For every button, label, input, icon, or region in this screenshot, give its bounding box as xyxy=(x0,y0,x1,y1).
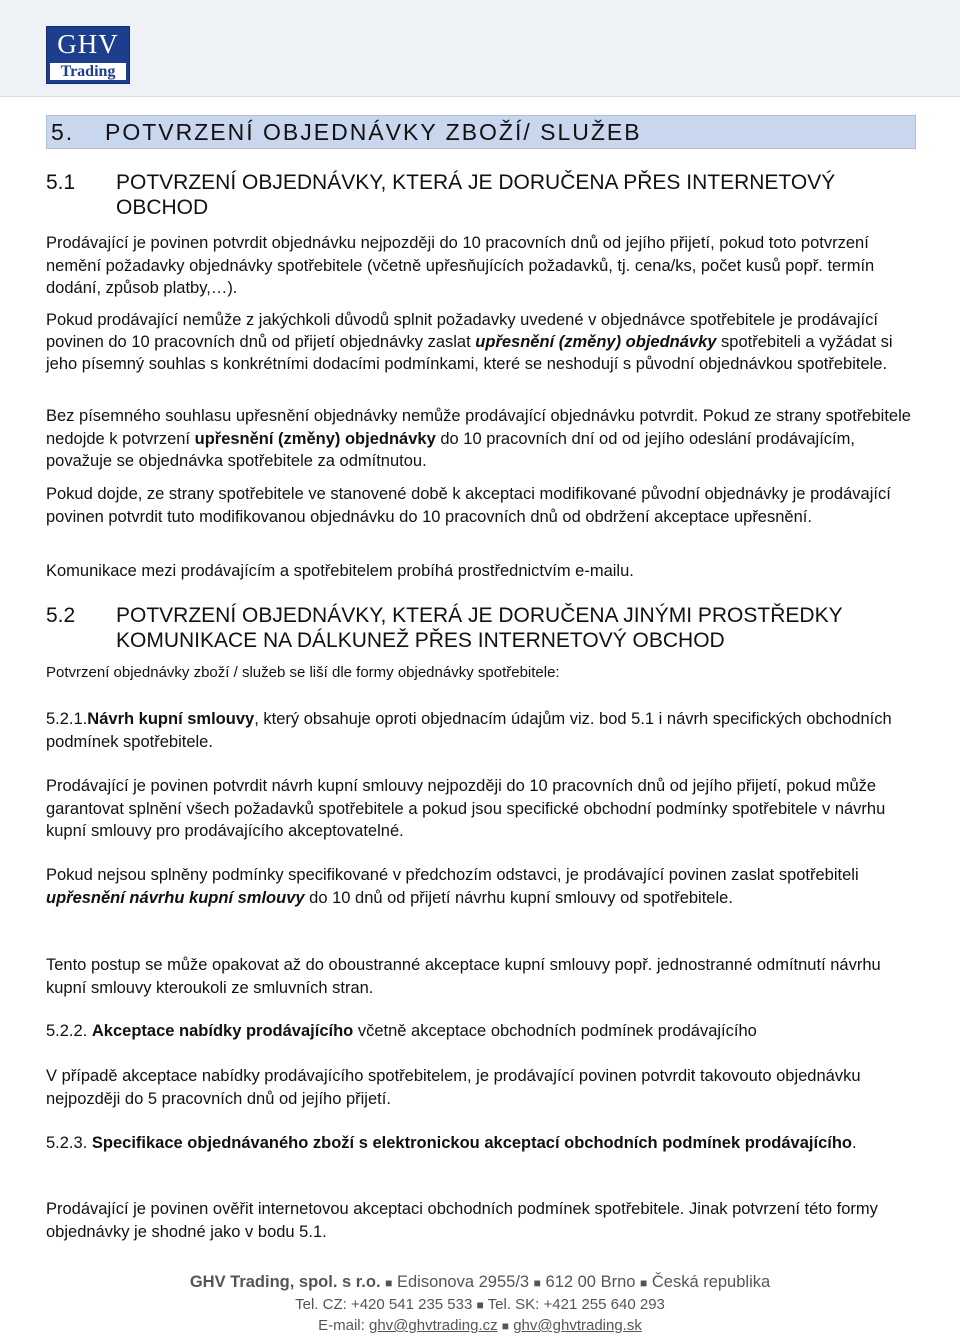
footer-separator: ■ xyxy=(501,1319,510,1333)
subsection-5-2-1 xyxy=(46,708,916,753)
footer-country: Česká republika xyxy=(651,1273,771,1291)
subsection-number: 5.2.3. xyxy=(46,1134,88,1152)
footer-email-sk-link[interactable]: ghv@ghvtrading.sk xyxy=(513,1317,642,1334)
subsection-5-2-3 xyxy=(46,1132,916,1155)
paragraph-form-intro: Potvrzení objednávky zboží / služeb se liší dle formy objednávky spotřebitele: xyxy=(46,664,560,681)
page-header xyxy=(0,0,960,97)
footer-company-line xyxy=(0,1273,960,1292)
paragraph-electronic-acceptance: Prodávající je povinen ověřit internetovou akceptaci obchodních podmínek spotřebitele. Jinak potvrzení této formy objednávky je shodné jako v bodu 5.1. xyxy=(46,1200,878,1241)
footer-separator: ■ xyxy=(385,1276,393,1290)
subsection-5-2-2 xyxy=(46,1020,916,1043)
subsection-title: Návrh kupní smlouvy xyxy=(87,710,255,728)
paragraph-email-communication: Komunikace mezi prodávajícím a spotřebitelem probíhá prostřednictvím e-mailu. xyxy=(46,562,634,580)
footer-address: Edisonova 2955/3 xyxy=(396,1273,530,1291)
text-part: Pokud nejsou splněny podmínky specifikované v předchozím odstavci, je prodávající povinen zaslat spotřebiteli xyxy=(46,866,859,884)
chapter-number: 5. xyxy=(51,119,75,145)
subsection-title: Specifikace objednávaného zboží s elektronickou akceptací obchodních podmínek prodávajícího xyxy=(91,1134,852,1152)
footer-email-label: E-mail: xyxy=(318,1317,365,1334)
text-part: . xyxy=(852,1134,857,1152)
text-part: , který obsahuje oproti objednacím údajům viz. bod 5.1 i návrh specifických obchodních podmínek spotřebitele. xyxy=(46,710,892,751)
paragraph-repeat-procedure: Tento postup se může opakovat až do oboustranné akceptace kupní smlouvy popř. jednostranné odmítnutí návrhu kupní smlouvy kteroukoli ze smluvních stran. xyxy=(46,956,881,997)
paragraph-contract-clarification xyxy=(46,864,916,909)
section-5-1-number: 5.1 xyxy=(46,171,76,194)
text-part: včetně akceptace obchodních podmínek prodávajícího xyxy=(353,1022,757,1040)
section-5-1-title: POTVRZENÍ OBJEDNÁVKY, KTERÁ JE DORUČENA PŘES INTERNETOVÝ OBCHOD xyxy=(116,171,836,219)
company-logo xyxy=(46,26,130,84)
subsection-number: 5.2.1. xyxy=(46,710,88,728)
paragraph-confirmation-deadline: Prodávající je povinen potvrdit objednávku nejpozději do 10 pracovních dnů od jejího přijetí, pokud toto potvrzení nemění požadavky objednávky spotřebitele (včetně upřesňujících požadavků, tj. cena/ks, počet kusů popř. termín dodání, způsob platby,…). xyxy=(46,234,875,297)
section-5-2-number: 5.2 xyxy=(46,604,76,627)
footer-company-name: GHV Trading, spol. s r.o. xyxy=(189,1273,381,1291)
paragraph-modified-order: Pokud dojde, ze strany spotřebitele ve stanovené době k akceptaci modifikované původní objednávky je prodávající povinen potvrdit tuto modifikovanou objednávku do 10 pracovních dnů od obdržení akceptace upřesnění. xyxy=(46,485,891,526)
paragraph-contract-confirmation: Prodávající je povinen potvrdit návrh kupní smlouvy nejpozději do 10 pracovních dnů od jejího přijetí, pokud může garantovat splnění všech požadavků spotřebitele a pokud jsou specifické obchodní podmínky spotřebitele v návrhu kupní smlouvy pro prodávajícího akceptovatelné. xyxy=(46,777,886,840)
emphasis-contract-clarification: upřesnění návrhu kupní smlouvy xyxy=(46,888,305,907)
paragraph-order-clarification xyxy=(46,309,916,375)
chapter-title: POTVRZENÍ OBJEDNÁVKY ZBOŽÍ/ SLUŽEB xyxy=(105,119,642,145)
footer-phone-sk: Tel. SK: +421 255 640 293 xyxy=(487,1296,665,1313)
text-part: do 10 dnů od přijetí návrhu kupní smlouvy od spotřebitele. xyxy=(304,888,733,907)
section-5-2-title: POTVRZENÍ OBJEDNÁVKY, KTERÁ JE DORUČENA JINÝMI PROSTŘEDKY KOMUNIKACE NA DÁLKUNEŽ PŘES INTERNETOVÝ OBCHOD xyxy=(116,604,843,652)
text-part: Pokud prodávající nemůže z jakýchkoli důvodů splnit požadavky uvedené v objednávce spotřebitele je prodávající povinen do 10 pracovních dnů od přijetí objednávky zaslat xyxy=(46,311,878,351)
footer-separator: ■ xyxy=(476,1298,484,1312)
footer-phone-cz: Tel. CZ: +420 541 235 533 xyxy=(295,1296,473,1313)
paragraph-offer-acceptance: V případě akceptace nabídky prodávajícího spotřebitelem, je prodávající povinen potvrdit takovouto objednávku nejpozději do 5 pracovních dnů od jejího přijetí. xyxy=(46,1067,861,1108)
section-5-1-heading xyxy=(46,170,916,220)
logo-text-ghv: GHV xyxy=(57,29,119,59)
footer-city: 612 00 Brno xyxy=(545,1273,636,1291)
footer-separator: ■ xyxy=(640,1276,648,1290)
subsection-title: Akceptace nabídky prodávajícího xyxy=(91,1022,354,1040)
logo-text-trading: Trading xyxy=(50,63,126,80)
text-part: do 10 pracovních dní od od jejího odeslání prodávajícím, považuje se objednávka spotřebitele za odmítnutou. xyxy=(46,429,855,470)
footer-email-cz-link[interactable]: ghv@ghvtrading.cz xyxy=(368,1317,498,1334)
text-part: spotřebiteli a vyžádat si jeho písemný souhlas s konkrétními dodacími podmínkami, které se neshodují s původní objednávkou spotřebitele. xyxy=(46,333,893,373)
footer-separator: ■ xyxy=(533,1276,541,1290)
text-part: Bez písemného souhlasu upřesnění objednávky nemůže prodávající objednávku potvrdit. Pokud ze strany spotřebitele nedojde k potvrzení xyxy=(46,407,911,448)
section-5-2-heading xyxy=(46,603,916,653)
paragraph-written-consent xyxy=(46,405,916,473)
emphasis-clarification: upřesnění (změny) objednávky xyxy=(194,429,436,448)
footer-email-line xyxy=(0,1317,960,1334)
subsection-number: 5.2.2. xyxy=(46,1022,88,1040)
chapter-heading xyxy=(46,115,916,149)
emphasis-clarification: upřesnění (změny) objednávky xyxy=(475,333,717,351)
footer-phone-line xyxy=(0,1296,960,1313)
